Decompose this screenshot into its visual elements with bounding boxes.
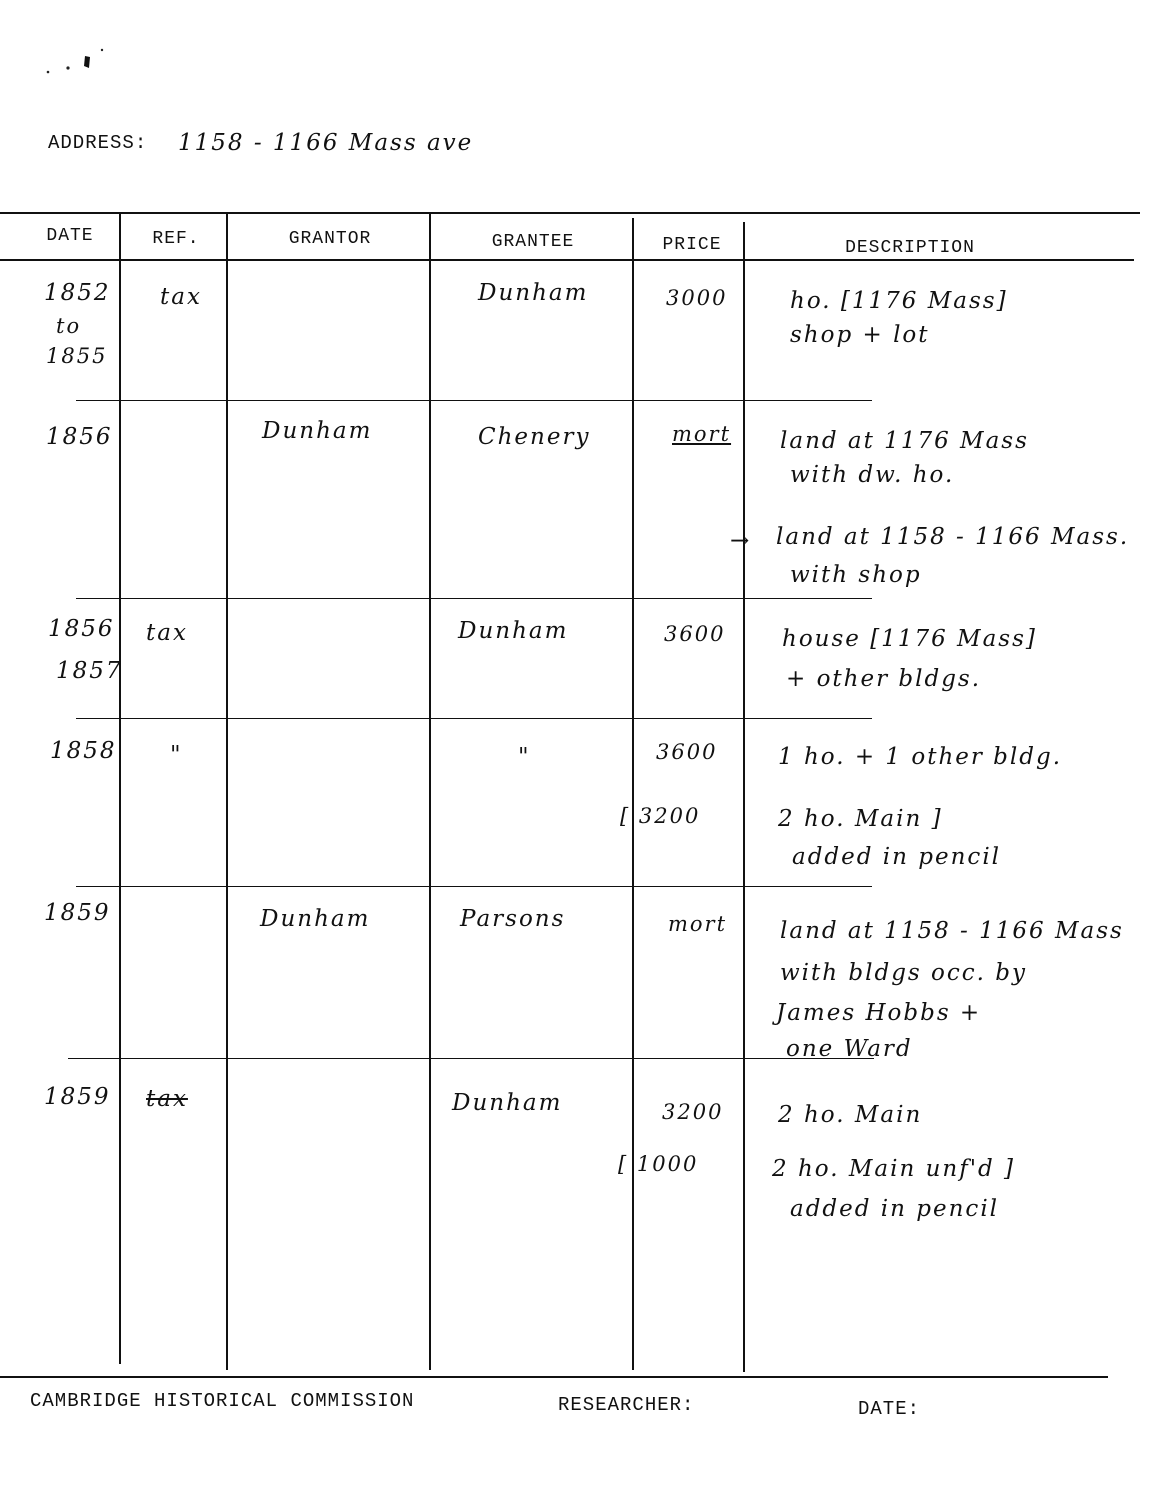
entry-grantee: " (518, 744, 531, 770)
entry-price: mort (668, 912, 728, 936)
row-separator (76, 400, 872, 401)
entry-price: 3600 (664, 622, 726, 646)
footer-date-label: DATE: (858, 1398, 921, 1420)
divider-ref-grantor (226, 214, 228, 1370)
entry-date: 1857 (56, 658, 123, 684)
entry-description: house [1176 Mass] (782, 626, 1037, 652)
entry-date: 1859 (44, 900, 111, 926)
entry-description: + other bldgs. (786, 666, 982, 692)
header-bottom-rule (0, 259, 1134, 261)
entry-description: James Hobbs + (776, 1000, 982, 1026)
entry-description: 2 ho. Main unf'd ] (772, 1156, 1016, 1182)
column-header-description: DESCRIPTION (845, 238, 975, 258)
arrow-marker: → (730, 528, 752, 554)
entry-grantee: Dunham (478, 280, 589, 306)
entry-date: 1859 (44, 1084, 111, 1110)
entry-price: 3000 (666, 286, 728, 310)
entry-grantee: Dunham (452, 1090, 563, 1116)
entry-description: added in pencil (790, 1196, 1000, 1222)
entry-description: land at 1158 - 1166 Mass (780, 918, 1124, 944)
footer-organization: CAMBRIDGE HISTORICAL COMMISSION (30, 1390, 415, 1412)
address-label: ADDRESS: (48, 132, 148, 154)
divider-date-ref (119, 214, 121, 1364)
row-separator (76, 598, 872, 599)
column-header-ref: REF. (152, 229, 200, 249)
divider-grantee-price (632, 218, 634, 1370)
entry-price-note: [ 3200 (620, 804, 701, 828)
entry-date: to (56, 314, 82, 338)
column-header-grantee: GRANTEE (491, 232, 575, 252)
row-separator (68, 1058, 874, 1059)
entry-ref: " (170, 742, 183, 768)
entry-ref: tax (146, 620, 188, 646)
entry-description: with dw. ho. (790, 462, 955, 488)
entry-grantee: Chenery (478, 424, 591, 450)
entry-description: land at 1158 - 1166 Mass. (776, 524, 1130, 550)
entry-description: added in pencil (792, 844, 1002, 870)
divider-price-description (743, 222, 745, 1372)
divider-grantor-grantee (429, 214, 431, 1370)
row-separator (76, 886, 872, 887)
entry-date: 1856 (48, 616, 115, 642)
entry-grantor: Dunham (260, 906, 371, 932)
footer-researcher-label: RESEARCHER: (558, 1394, 695, 1416)
entry-date: 1856 (46, 424, 113, 450)
column-header-date: DATE (46, 226, 94, 246)
ink-specks (40, 42, 120, 82)
entry-date: 1852 (44, 280, 111, 306)
entry-price: 3600 (656, 740, 718, 764)
entry-description: 2 ho. Main (778, 1102, 923, 1128)
entry-description: land at 1176 Mass (780, 428, 1029, 454)
entry-description: with shop (790, 562, 922, 588)
entry-price: mort (672, 422, 732, 446)
column-header-price: PRICE (662, 235, 722, 255)
entry-description: 2 ho. Main ] (778, 806, 943, 832)
entry-price: 3200 (662, 1100, 724, 1124)
entry-ref: tax (146, 1086, 188, 1112)
address-value: 1158 - 1166 Mass ave (178, 130, 474, 156)
entry-description: ho. [1176 Mass] (790, 288, 1008, 314)
entry-date: 1858 (50, 738, 117, 764)
entry-date: 1855 (46, 344, 108, 368)
table-bottom-rule (0, 1376, 1108, 1378)
entry-ref: tax (160, 284, 202, 310)
entry-description: one Ward (786, 1036, 913, 1062)
entry-description: 1 ho. + 1 other bldg. (778, 744, 1063, 770)
entry-grantor: Dunham (262, 418, 373, 444)
entry-description: with bldgs occ. by (780, 960, 1027, 986)
table-top-rule (0, 212, 1140, 214)
column-header-grantor: GRANTOR (288, 229, 372, 249)
entry-description: shop + lot (790, 322, 930, 348)
entry-price-note: [ 1000 (618, 1152, 699, 1176)
entry-grantee: Dunham (458, 618, 569, 644)
row-separator (76, 718, 872, 719)
entry-grantee: Parsons (460, 906, 566, 932)
